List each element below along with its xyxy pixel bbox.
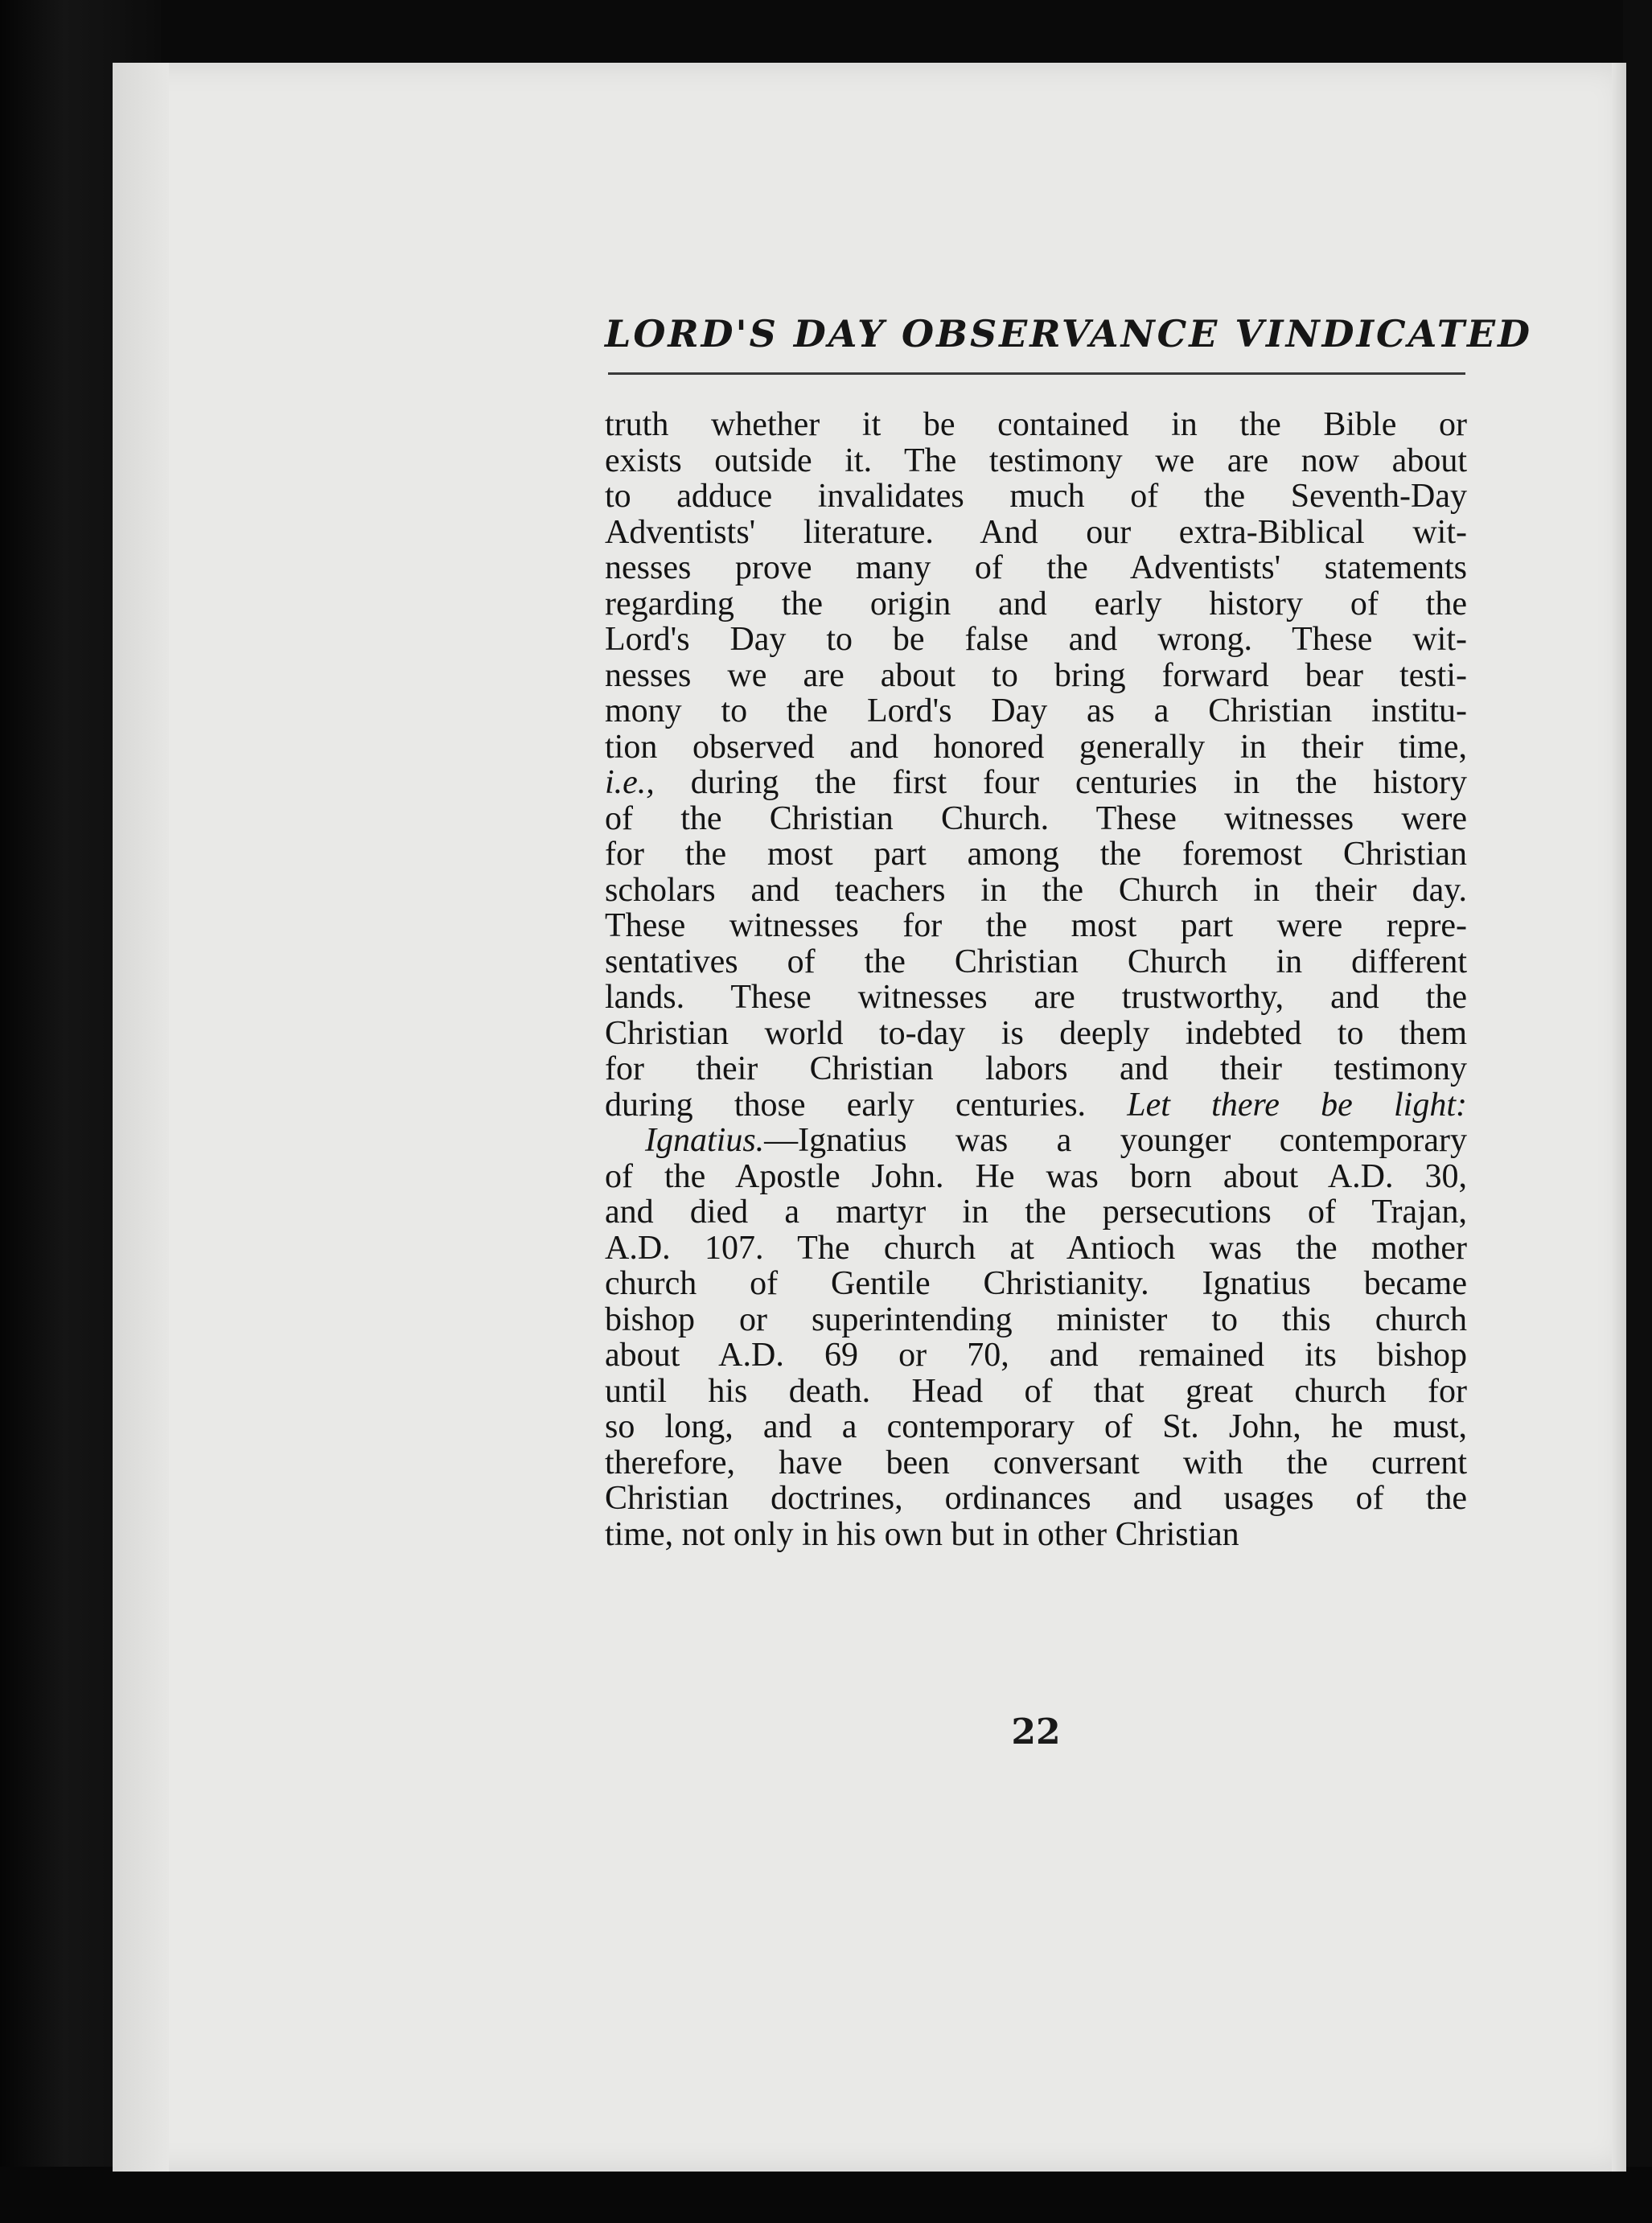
film-border-right: [1623, 0, 1652, 2223]
text-line: [605, 622, 1467, 658]
text-line: [605, 1087, 1467, 1124]
text-segment: for the most part among the foremost Christian: [605, 836, 1467, 873]
text-segment: sentatives of the Christian Church in different: [605, 943, 1467, 980]
running-head-rule: [608, 372, 1465, 375]
text-segment: Christian doctrines, ordinances and usages of the: [605, 1480, 1467, 1517]
text-segment: Lord's Day to be false and wrong. These wit-: [605, 621, 1467, 658]
text-segment: scholars and teachers in the Church in their day.: [605, 871, 1467, 909]
text-segment: during those early centuries.: [605, 1086, 1128, 1124]
text-segment: so long, and a contemporary of St. John, he must,: [605, 1408, 1467, 1445]
text-segment: —Ignatius was a younger contemporary: [764, 1122, 1467, 1159]
text-line: [605, 479, 1467, 515]
text-line: [605, 980, 1467, 1016]
italic-text: i.e.,: [605, 764, 655, 801]
text-line: [605, 1123, 1467, 1159]
text-segment: Adventists' literature. And our extra-Biblical wit-: [605, 513, 1467, 551]
text-segment: bishop or superintending minister to this church: [605, 1301, 1467, 1338]
text-line: [605, 873, 1467, 909]
text-line: [605, 801, 1467, 837]
text-segment: Christian world to-day is deeply indebted to them: [605, 1014, 1467, 1052]
text-line: [605, 658, 1467, 694]
text-line: [605, 1409, 1467, 1445]
text-line: [605, 407, 1467, 443]
text-segment: of the Christian Church. These witnesses were: [605, 799, 1467, 837]
text-line: [605, 729, 1467, 766]
text-line: [605, 515, 1467, 551]
text-segment: nesses prove many of the Adventists' statements: [605, 549, 1467, 586]
text-segment: These witnesses for the most part were repre-: [605, 907, 1467, 944]
text-line: [605, 1231, 1467, 1267]
text-segment: church of Gentile Christianity. Ignatius became: [605, 1265, 1467, 1302]
page-gutter: [113, 63, 169, 2172]
text-line: [605, 1159, 1467, 1195]
text-segment: truth whether it be contained in the Bible or: [605, 406, 1467, 443]
text-line: [605, 693, 1467, 729]
italic-text: Let there be light:: [1127, 1086, 1467, 1124]
text-segment: during the first four centuries in the history: [654, 764, 1467, 801]
text-line: [605, 443, 1467, 479]
text-line: [605, 1194, 1467, 1231]
italic-text: Ignatius.: [645, 1122, 765, 1159]
running-head: LORD'S DAY OBSERVANCE VINDICATED: [605, 312, 1532, 355]
text-line: [605, 1445, 1467, 1481]
text-segment: therefore, have been conversant with the current: [605, 1444, 1467, 1481]
text-line: [605, 1051, 1467, 1087]
text-line: [605, 1266, 1467, 1302]
body-text: [605, 407, 1467, 1552]
page-edge: [1612, 63, 1626, 2172]
text-line: [605, 1016, 1467, 1052]
text-line: [605, 1517, 1467, 1553]
text-line: [605, 944, 1467, 980]
text-line: [605, 1337, 1467, 1374]
text-segment: about A.D. 69 or 70, and remained its bishop: [605, 1337, 1467, 1374]
text-segment: A.D. 107. The church at Antioch was the mother: [605, 1229, 1467, 1267]
text-segment: exists outside it. The testimony we are now about: [605, 442, 1467, 479]
text-line: [605, 1302, 1467, 1338]
text-segment: nesses we are about to bring forward bear testi-: [605, 656, 1467, 694]
film-border-bottom: [0, 2167, 1652, 2223]
text-line: [605, 1374, 1467, 1410]
text-line: [605, 550, 1467, 586]
text-line: [605, 908, 1467, 944]
text-line: [605, 586, 1467, 623]
text-line: [605, 836, 1467, 873]
text-segment: mony to the Lord's Day as a Christian institu-: [605, 692, 1467, 729]
text-segment: lands. These witnesses are trustworthy, and the: [605, 979, 1467, 1016]
text-segment: tion observed and honored generally in their time,: [605, 728, 1467, 766]
text-segment: and died a martyr in the persecutions of Trajan,: [605, 1194, 1467, 1231]
text-segment: to adduce invalidates much of the Seventh-Day: [605, 478, 1467, 515]
page-number: 22: [1011, 1711, 1061, 1753]
text-segment: for their Christian labors and their testimony: [605, 1050, 1467, 1087]
text-line: [605, 765, 1467, 801]
text-line: [605, 1481, 1467, 1517]
text-segment: regarding the origin and early history of the: [605, 585, 1467, 623]
text-segment: until his death. Head of that great church for: [605, 1372, 1467, 1410]
text-segment: of the Apostle John. He was born about A.D. 30,: [605, 1157, 1467, 1195]
text-segment: time, not only in his own but in other Christian: [605, 1515, 1239, 1553]
